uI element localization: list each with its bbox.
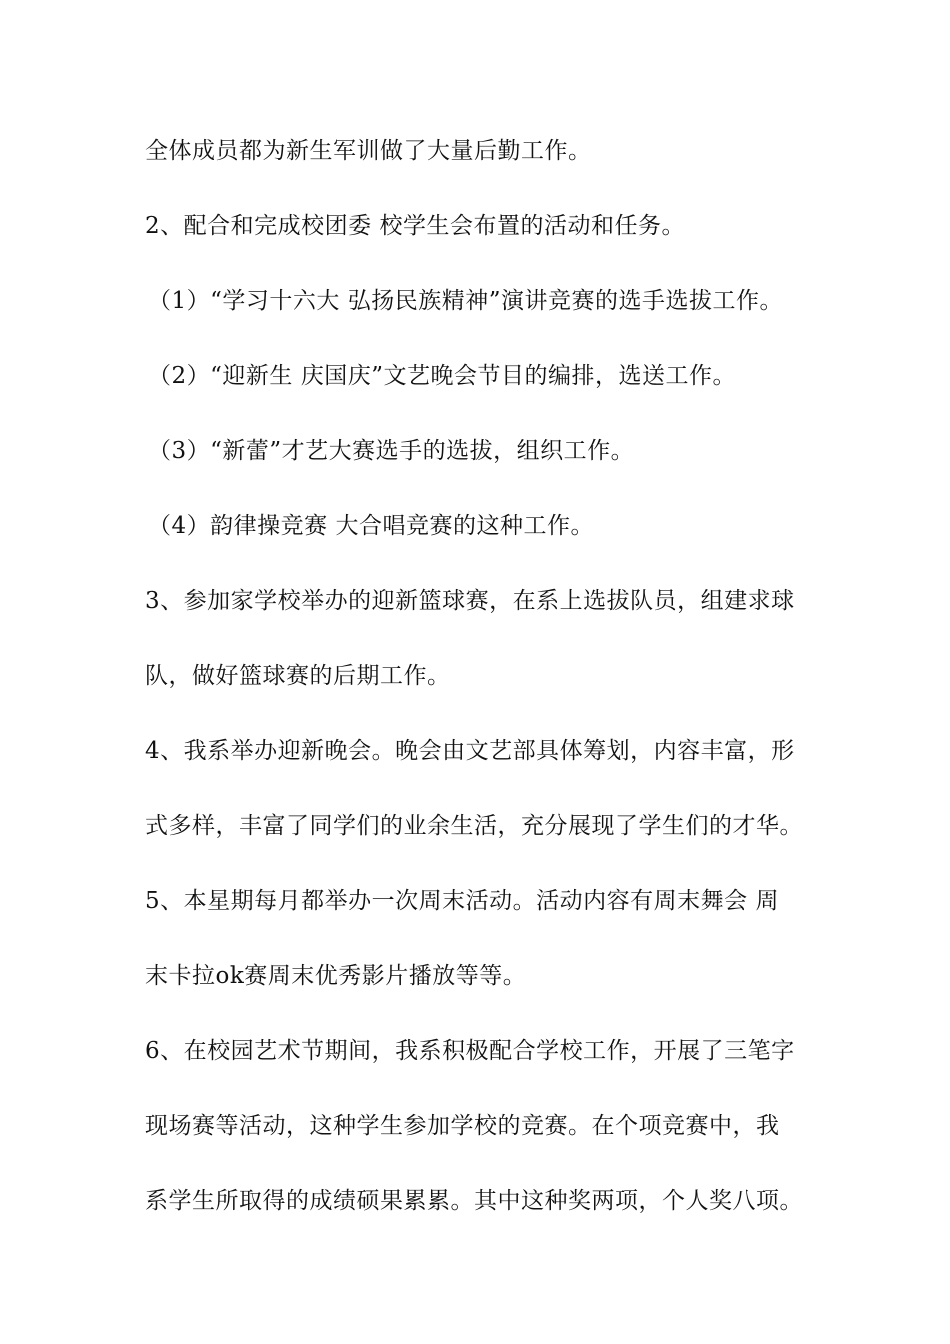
list-item-2: 2、配合和完成校团委 校学生会布置的活动和任务。 [145, 213, 685, 239]
sub-item-4: （4）韵律操竞赛 大合唱竞赛的这种工作。 [148, 513, 594, 539]
sub-item-3: （3）“新蕾”才艺大赛选手的选拔，组织工作。 [148, 438, 635, 464]
paragraph-line: 末卡拉ok赛周末优秀影片播放等等。 [145, 963, 527, 989]
list-item-5: 5、本星期每月都举办一次周末活动。活动内容有周末舞会 周 [145, 888, 779, 914]
list-item-6: 6、在校园艺术节期间，我系积极配合学校工作，开展了三笔字 [145, 1038, 795, 1064]
sub-item-1: （1）“学习十六大 弘扬民族精神”演讲竞赛的选手选拔工作。 [148, 288, 783, 314]
sub-item-2: （2）“迎新生 庆国庆”文艺晚会节目的编排，选送工作。 [148, 363, 736, 389]
list-item-3: 3、参加家学校举办的迎新篮球赛，在系上选拔队员，组建求球 [145, 588, 795, 614]
paragraph-line: 现场赛等活动，这种学生参加学校的竞赛。在个项竞赛中，我 [145, 1113, 780, 1139]
paragraph-line: 全体成员都为新生军训做了大量后勤工作。 [145, 138, 592, 164]
list-item-4: 4、我系举办迎新晚会。晚会由文艺部具体筹划，内容丰富，形 [145, 738, 795, 764]
paragraph-line: 系学生所取得的成绩硕果累累。其中这种奖两项，个人奖八项。 [145, 1188, 803, 1214]
paragraph-line: 队，做好篮球赛的后期工作。 [145, 663, 451, 689]
paragraph-line: 式多样，丰富了同学们的业余生活，充分展现了学生们的才华。 [145, 813, 803, 839]
